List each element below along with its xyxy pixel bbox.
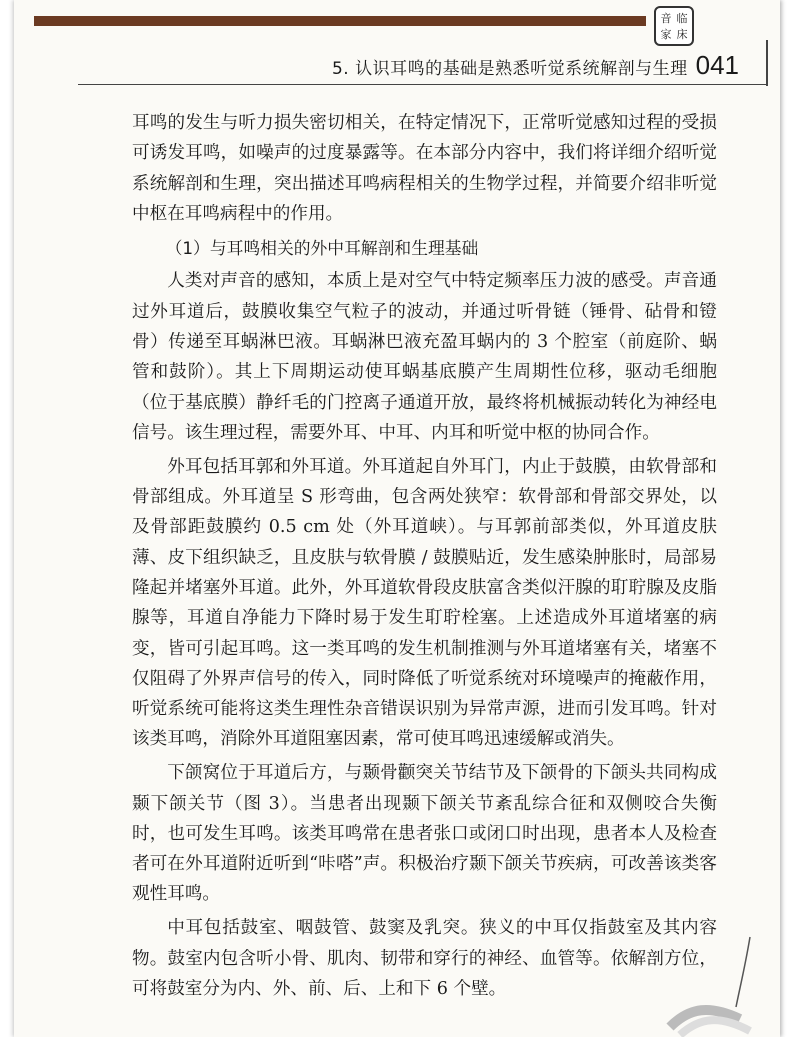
logo-char-2: 临 [676, 11, 688, 25]
paragraph-tmj: 下颌窝位于耳道后方，与颞骨颧突关节结节及下颌骨的下颌头共同构成颞下颌关节（图 3）。当患者出现颞下颌关节紊乱综合征和双侧咬合失衡时，也可发生耳鸣。该类耳鸣常在患者张口或闭口时出现，患者本人及检查者可在外耳道附近听到“咔嗒”声。积极治疗颞下颌关节疾病，可改善该类客观性耳鸣。 [132, 763, 717, 905]
paragraph-middle-ear: 中耳包括鼓室、咽鼓管、鼓窦及乳突。狭义的中耳仅指鼓室及其内容物。鼓室内包含听小骨、肌肉、韧带和穿行的神经、血管等。依解剖方位，可将鼓室分为内、外、前、后、上和下 6 个壁。 [132, 918, 717, 999]
decorative-swirl-graphic [650, 927, 760, 1037]
body-text [132, 108, 717, 1008]
intro-paragraph: 耳鸣的发生与听力损失密切相关，在特定情况下，正常听觉感知过程的受损可诱发耳鸣，如噪声的过度暴露等。在本部分内容中，我们将详细介绍听觉系统解剖和生理，突出描述耳鸣病程相关的生物学过程，并简要介绍非听觉中枢在耳鸣病程中的作用。 [132, 113, 717, 224]
chapter-title: 5. 认识耳鸣的基础是熟悉听觉系统解剖与生理 [331, 59, 688, 79]
header-rule [78, 84, 768, 85]
header-tick [766, 40, 768, 86]
book-page [14, 0, 780, 1037]
paragraph-sound-perception: 人类对声音的感知，本质上是对空气中特定频率压力波的感受。声音通过外耳道后，鼓膜收集空气粒子的波动，并通过听骨链（锤骨、砧骨和镫骨）传递至耳蜗淋巴液。耳蜗淋巴液充盈耳蜗内的 3 个腔室（前庭阶、蜗管和鼓阶）。其上下周期运动使耳蜗基底膜产生周期性位移，驱动毛细胞（位于基底膜）静纤毛的门控离子通道开放，最终将机械振动转化为神经电信号。该生理过程，需要外耳、中耳、内耳和听觉中枢的协同合作。 [132, 271, 717, 443]
series-logo [654, 6, 694, 46]
header-color-bar [34, 16, 646, 26]
logo-char-1: 音 [660, 11, 672, 25]
section-subheading: （1）与耳鸣相关的外中耳解剖和生理基础 [165, 237, 479, 258]
running-header [14, 50, 739, 81]
paragraph-outer-ear: 外耳包括耳郭和外耳道。外耳道起自外耳门，内止于鼓膜，由软骨部和骨部组成。外耳道呈 S 形弯曲，包含两处狭窄：软骨部和骨部交界处，以及骨部距鼓膜约 0.5 cm 处（外耳道峡）。与耳郭前部类似，外耳道皮肤薄、皮下组织缺乏，且皮肤与软骨膜 / 鼓膜贴近，发生感染肿胀时，局部易隆起并堵塞外耳道。此外，外耳道软骨段皮肤富含类似汗腺的耵聍腺及皮脂腺等，耳道自净能力下降时易于发生耵聍栓塞。上述造成外耳道堵塞的病变，皆可引起耳鸣。这一类耳鸣的发生机制推测与外耳道堵塞有关，堵塞不仅阻碍了外界声信号的传入，同时降低了听觉系统对环境噪声的掩蔽作用，听觉系统可能将这类生理性杂音错误识别为异常声源，进而引发耳鸣。针对该类耳鸣，消除外耳道阻塞因素，常可使耳鸣迅速缓解或消失。 [132, 456, 717, 750]
page-number: 041 [695, 50, 739, 80]
logo-char-4: 床 [676, 27, 688, 41]
logo-char-3: 家 [660, 27, 672, 41]
